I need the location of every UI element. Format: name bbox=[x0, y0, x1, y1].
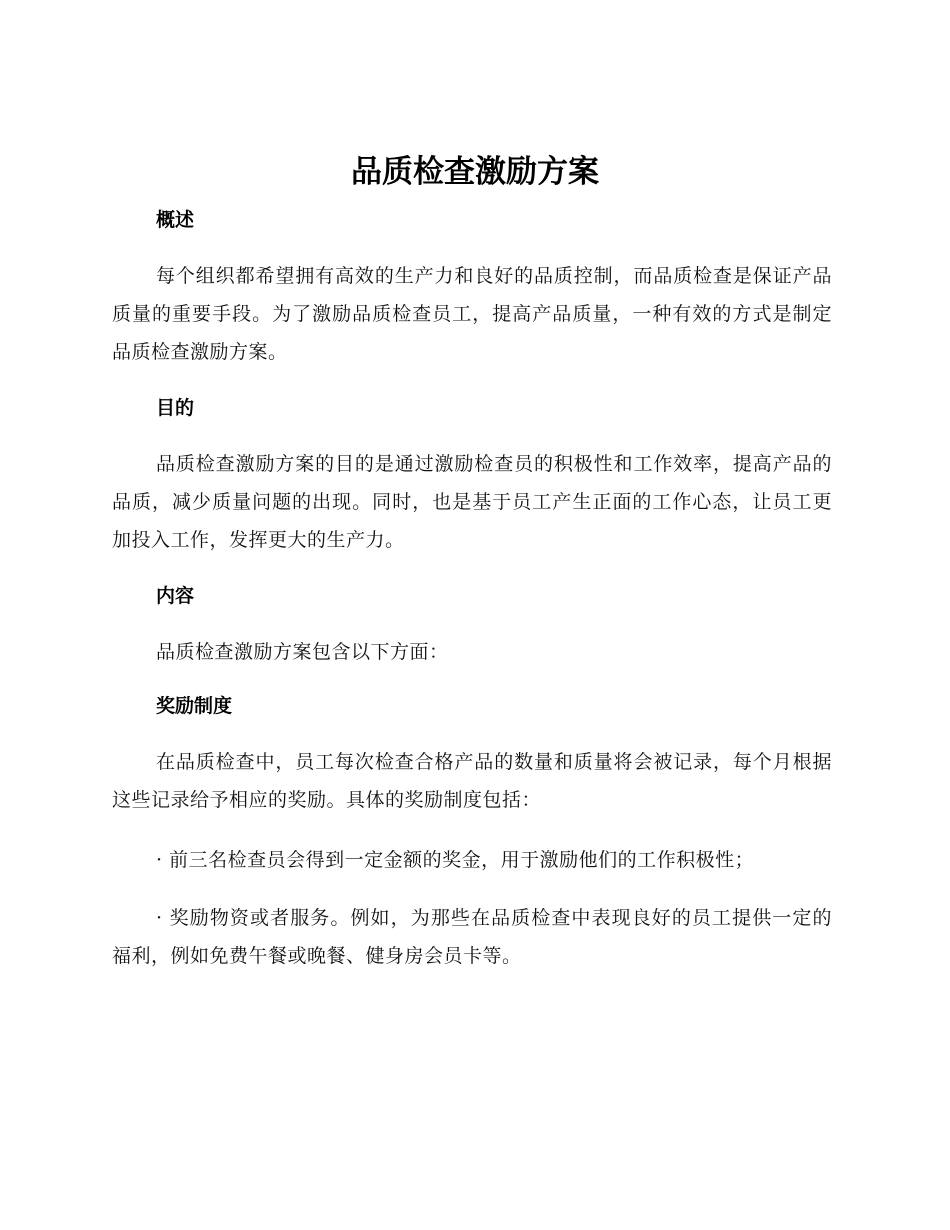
content-paragraph: 品质检查激励方案包含以下方面： bbox=[156, 641, 449, 663]
reward-system-paragraph: 在品质检查中，员工每次检查合格产品的数量和质量将会被记录，每个月根据这些记录给予相应的奖励。具体的奖励制度包括： bbox=[112, 751, 832, 811]
purpose-paragraph: 品质检查激励方案的目的是通过激励检查员的积极性和工作效率，提高产品的品质，减少质量问题的出现。同时，也是基于员工产生正面的工作心态，让员工更加投入工作，发挥更大的生产力。 bbox=[112, 453, 832, 551]
section-heading-purpose: 目的 bbox=[156, 397, 195, 419]
document-body bbox=[112, 205, 832, 997]
overview-paragraph: 每个组织都希望拥有高效的生产力和良好的品质控制，而品质检查是保证产品质量的重要手段。为了激励品质检查员工，提高产品质量，一种有效的方式是制定品质检查激励方案。 bbox=[112, 265, 832, 363]
document-title: 品质检查激励方案 bbox=[351, 154, 599, 190]
section-heading-content: 内容 bbox=[156, 585, 195, 607]
reward-bullet-bonus: · 前三名检查员会得到一定金额的奖金，用于激励他们的工作积极性； bbox=[156, 849, 755, 871]
section-heading-reward-system: 奖励制度 bbox=[156, 695, 233, 717]
reward-bullet-benefits: · 奖励物资或者服务。例如，为那些在品质检查中表现良好的员工提供一定的福利，例如免费午餐或晚餐、健身房会员卡等。 bbox=[112, 907, 832, 967]
section-heading-overview: 概述 bbox=[156, 209, 195, 231]
